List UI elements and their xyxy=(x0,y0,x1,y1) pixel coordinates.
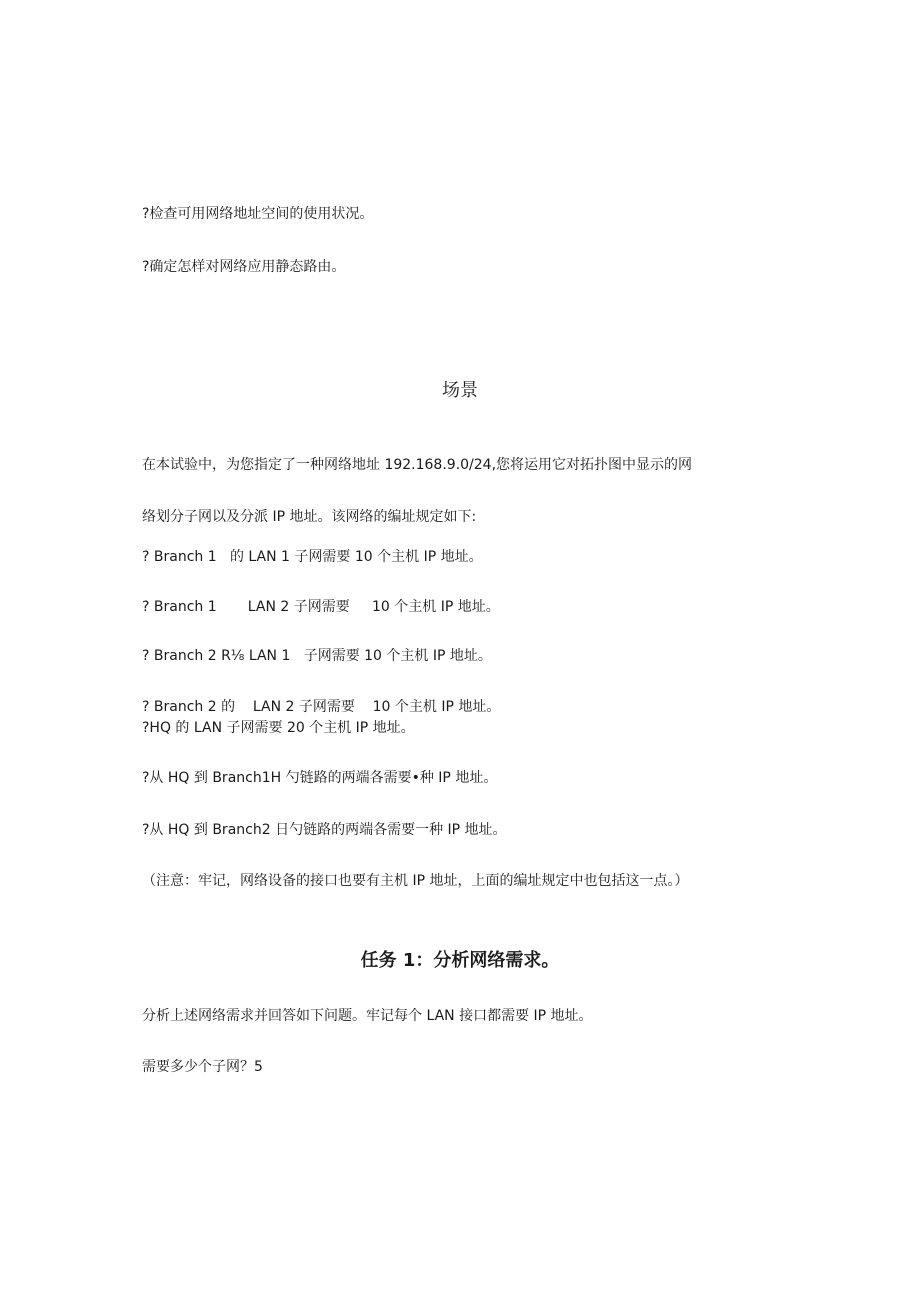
requirement-branch2-lan1: ? Branch 2 R⅛ LAN 1 子网需要 10 个主机 IP 地址。 xyxy=(142,648,492,664)
requirement-hq-branch2-link: ?从 HQ 到 Branch2 日勺链路的两端各需要一种 IP 地址。 xyxy=(142,822,507,838)
scenario-intro-line-1: 在本试验中，为您指定了一种网络地址 192.168.9.0/24,您将运用它对拓扑图中显示的网 xyxy=(142,457,693,473)
requirement-branch2-lan2: ? Branch 2 的 LAN 2 子网需要 10 个主机 IP 地址。 xyxy=(142,699,501,715)
addressing-note: （注意：牢记，网络设备的接口也要有主机 IP 地址，上面的编址规定中也包括这一点。） xyxy=(142,873,689,889)
scenario-intro-line-2: 络划分子网以及分派 IP 地址。该网络的编址规定如下: xyxy=(142,509,477,525)
task1-instruction: 分析上述网络需求并回答如下问题。牢记每个 LAN 接口都需要 IP 地址。 xyxy=(142,1008,593,1024)
requirement-branch1-lan1: ? Branch 1 的 LAN 1 子网需要 10 个主机 IP 地址。 xyxy=(142,549,483,565)
requirement-branch1-lan2: ? Branch 1 LAN 2 子网需要 10 个主机 IP 地址。 xyxy=(142,599,500,615)
objective-1: ?检查可用网络地址空间的使用状况。 xyxy=(142,206,374,222)
requirement-hq-branch1-link: ?从 HQ 到 Branch1H 勺链路的两端各需要•种 IP 地址。 xyxy=(142,770,498,786)
requirement-hq-lan: ?HQ 的 LAN 子网需要 20 个主机 IP 地址。 xyxy=(142,720,415,736)
task1-heading: 任务 1：分析网络需求。 xyxy=(360,950,560,971)
objective-2: ?确定怎样对网络应用静态路由。 xyxy=(142,259,346,275)
task1-question: 需要多少个子网？5 xyxy=(142,1059,263,1075)
scenario-heading: 场景 xyxy=(442,380,478,401)
